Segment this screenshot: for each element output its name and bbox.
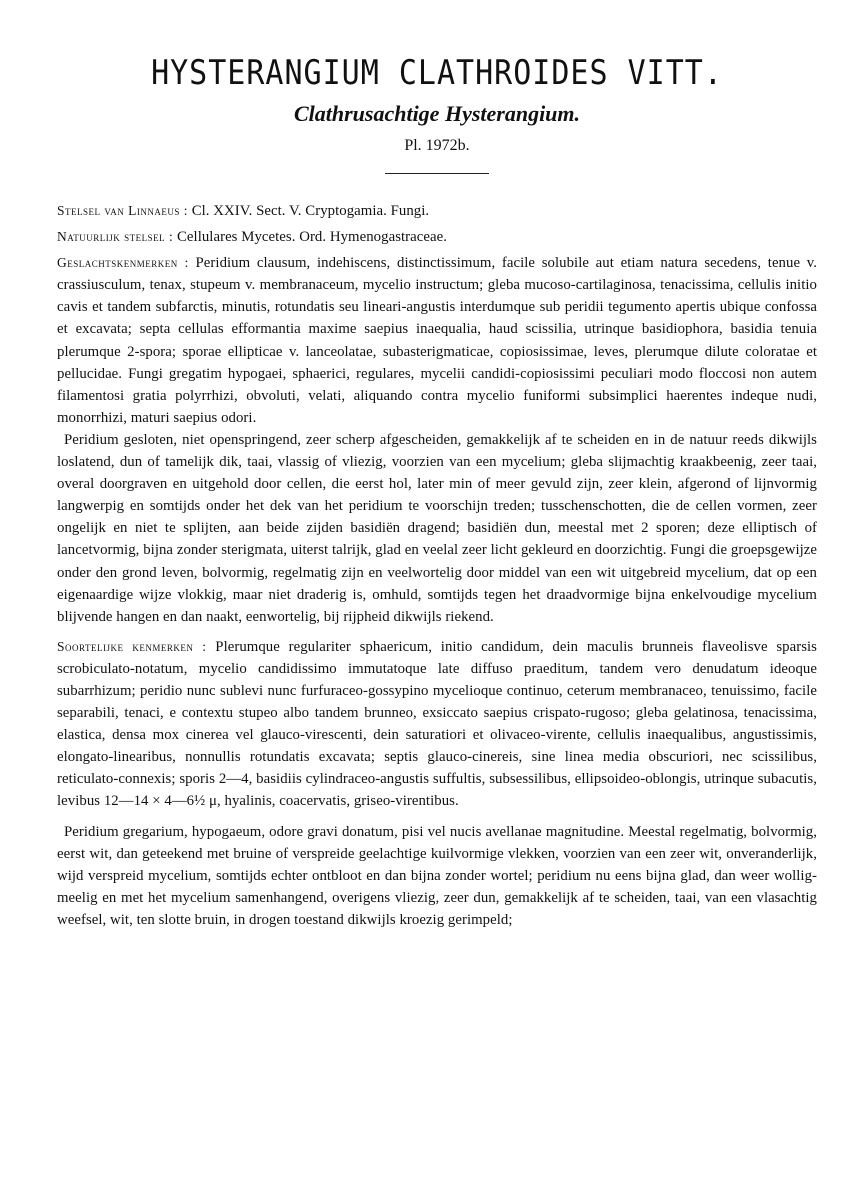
natural-system-text: Cellulares Mycetes. Ord. Hymenogastraceae. [177, 229, 447, 246]
genus-dutch-paragraph: Peridium gesloten, niet openspringend, zeer scherp afgescheiden, gemakkelijk af te scheiden en in de natuur reeds dikwijls loslatend, dun of tamelijk dik, taai, vlassig of vliezig, voorzien van een mycelium; gleba slijmachtig kraakbeenig, zeer taai, overal doorgraven en uitgehold door cellen, die eerst hol, later min of meer gevuld zijn, zeer klein, afgerond of lijnvormig langwerpig en somtijds onder het dek van het peridium te voorschijn treden; tusschenschotten, die de cellen vormen, zeer ongelijk en niet te splijten, aan beide zijden basidiën dragend; basidiën dun, meestal met 2 sporen; deze elliptisch of lancetvormig, bijna zonder sterigmata, uiterst talrijk, glad en veelal zeer licht gekleurd en doorzichtig. Fungi die groepsgewijze onder den grond leven, bolvormig, regelmatig zijn en veelwortelig door middel van een wit uitgebreid mycelium, dat op een eigenaardige wijze vlokkig, maar niet draderig is, omhuld, somtijds tegen het draadvormige bijna enkelvoudige mycelium blijvende hangen en dan naakt, eenwortelig, bij rijpheid dikwijls riekend. [57, 431, 817, 625]
genus-latin-text: Peridium clausum, indehiscens, distinctissimum, facile solubile aut etiam natura secedens, tenue v. crassiusculum, tenax, stupeum v. membranaceum, mycelio instructum; gleba mucoso-cartilaginosa, tenacissima, cellulis initio cavis et tandem subfarctis, minutis, rotundatis seu lineari-angustis interdumque sub peridii tegumento apertis ubique confossa et excavata; septa cellulas efformantia maxime saepius inaequalia, haud scissilia, utrinque basidiophora, basidia tenuia plerumque 2-spora; sporae ellipticae v. lanceolatae, subasterigmaticae, copiosissimae, leves, plerumque dilute coloratae et pellucidae. Fungi gregatim hypogaei, sphaerici, regulares, mycelii candidi-copiosissimi peculiari modo floccosi non autem filamentosi gratia polyrrhizi, obvoluti, velati, aliquando contra mycelio funiformi subsimplici haerentes indeque nudi, monorrhizi, maturi saepius odori. [57, 255, 818, 426]
document-page [57, 42, 817, 931]
species-dutch-paragraph: Peridium gregarium, hypogaeum, odore gravi donatum, pisi vel nucis avellanae magnitudine. Meestal regelmatig, bolvormig, eerst wit, dan geteekend met bruine of verspreide geelachtige kuilvormige vlekken, voorzien van een zeer wit, onveranderlijk, wijd verspreid mycelium, somtijds echter ontbloot en dan bijna zonder wortel; peridium nu eens bijna glad, dan weer wollig-meelig en met het mycelium samenhangend, overigens vliezig, zeer dun, gemakkelijk af te scheiden, taai, van een vlasachtig weefsel, wit, ten slotte bruin, in drogen toestand dikwijls kroezig gerimpeld; [57, 823, 817, 928]
species-latin-paragraph [57, 636, 817, 813]
title-divider [385, 173, 489, 174]
page-title: HYSTERANGIUM CLATHROIDES VITT. [151, 53, 723, 94]
plate-number: Pl. 1972b. [404, 137, 470, 154]
page-subtitle: Clathrusachtige Hysterangium. [293, 101, 581, 126]
species-latin-text: Plerumque regulariter sphaericum, initio candidum, dein maculis brunneis flaveolisve sparsis scrobiculato-notatum, mycelio candidissimo immutatoque late diffuso praeditum, tandem vero denudatum ideoque subarrhizum; peridio nunc sublevi nunc furfuraceo-gossypino mycelioque continuo, ceterum membranaceo, tenuissimo, facile separabili, tenaci, e contextu stupeo albo tandem brunneo, exsiccato saepius crispato-rugoso; gleba gelatinosa, tenacissima, elastica, densa mox cinerea vel glauco-virescenti, dein saturatiori et olivaceo-virente, cellulis inaequalibus, angustissimis, elongato-linearibus, nonnullis rotundatis excavata; septis glauco-cinereis, sine linea media obscuriori, nec scissilibus, reticulato-connexis; sporis 2—4, basidiis cylindraceo-angustis suffultis, subsessilibus, ellipsoideo-oblongis, utrinque subacutis, levibus 12—14 × 4—6½ μ, hyalinis, coacervatis, griseo-virentibus. [57, 638, 817, 810]
genus-latin-paragraph [57, 252, 817, 429]
natural-system-line [57, 226, 817, 248]
linnaeus-system-text: Cl. XXIV. Sect. V. Cryptogamia. Fungi. [191, 203, 430, 219]
linnaeus-system-label: Stelsel van Linnaeus : [57, 203, 188, 218]
species-label: Soortelijke kenmerken : [57, 638, 207, 654]
linnaeus-system-line [57, 200, 817, 222]
genus-label: Geslachtskenmerken : [57, 255, 189, 271]
document-body [57, 200, 817, 931]
natural-system-label: Natuurlijk stelsel : [57, 229, 174, 245]
